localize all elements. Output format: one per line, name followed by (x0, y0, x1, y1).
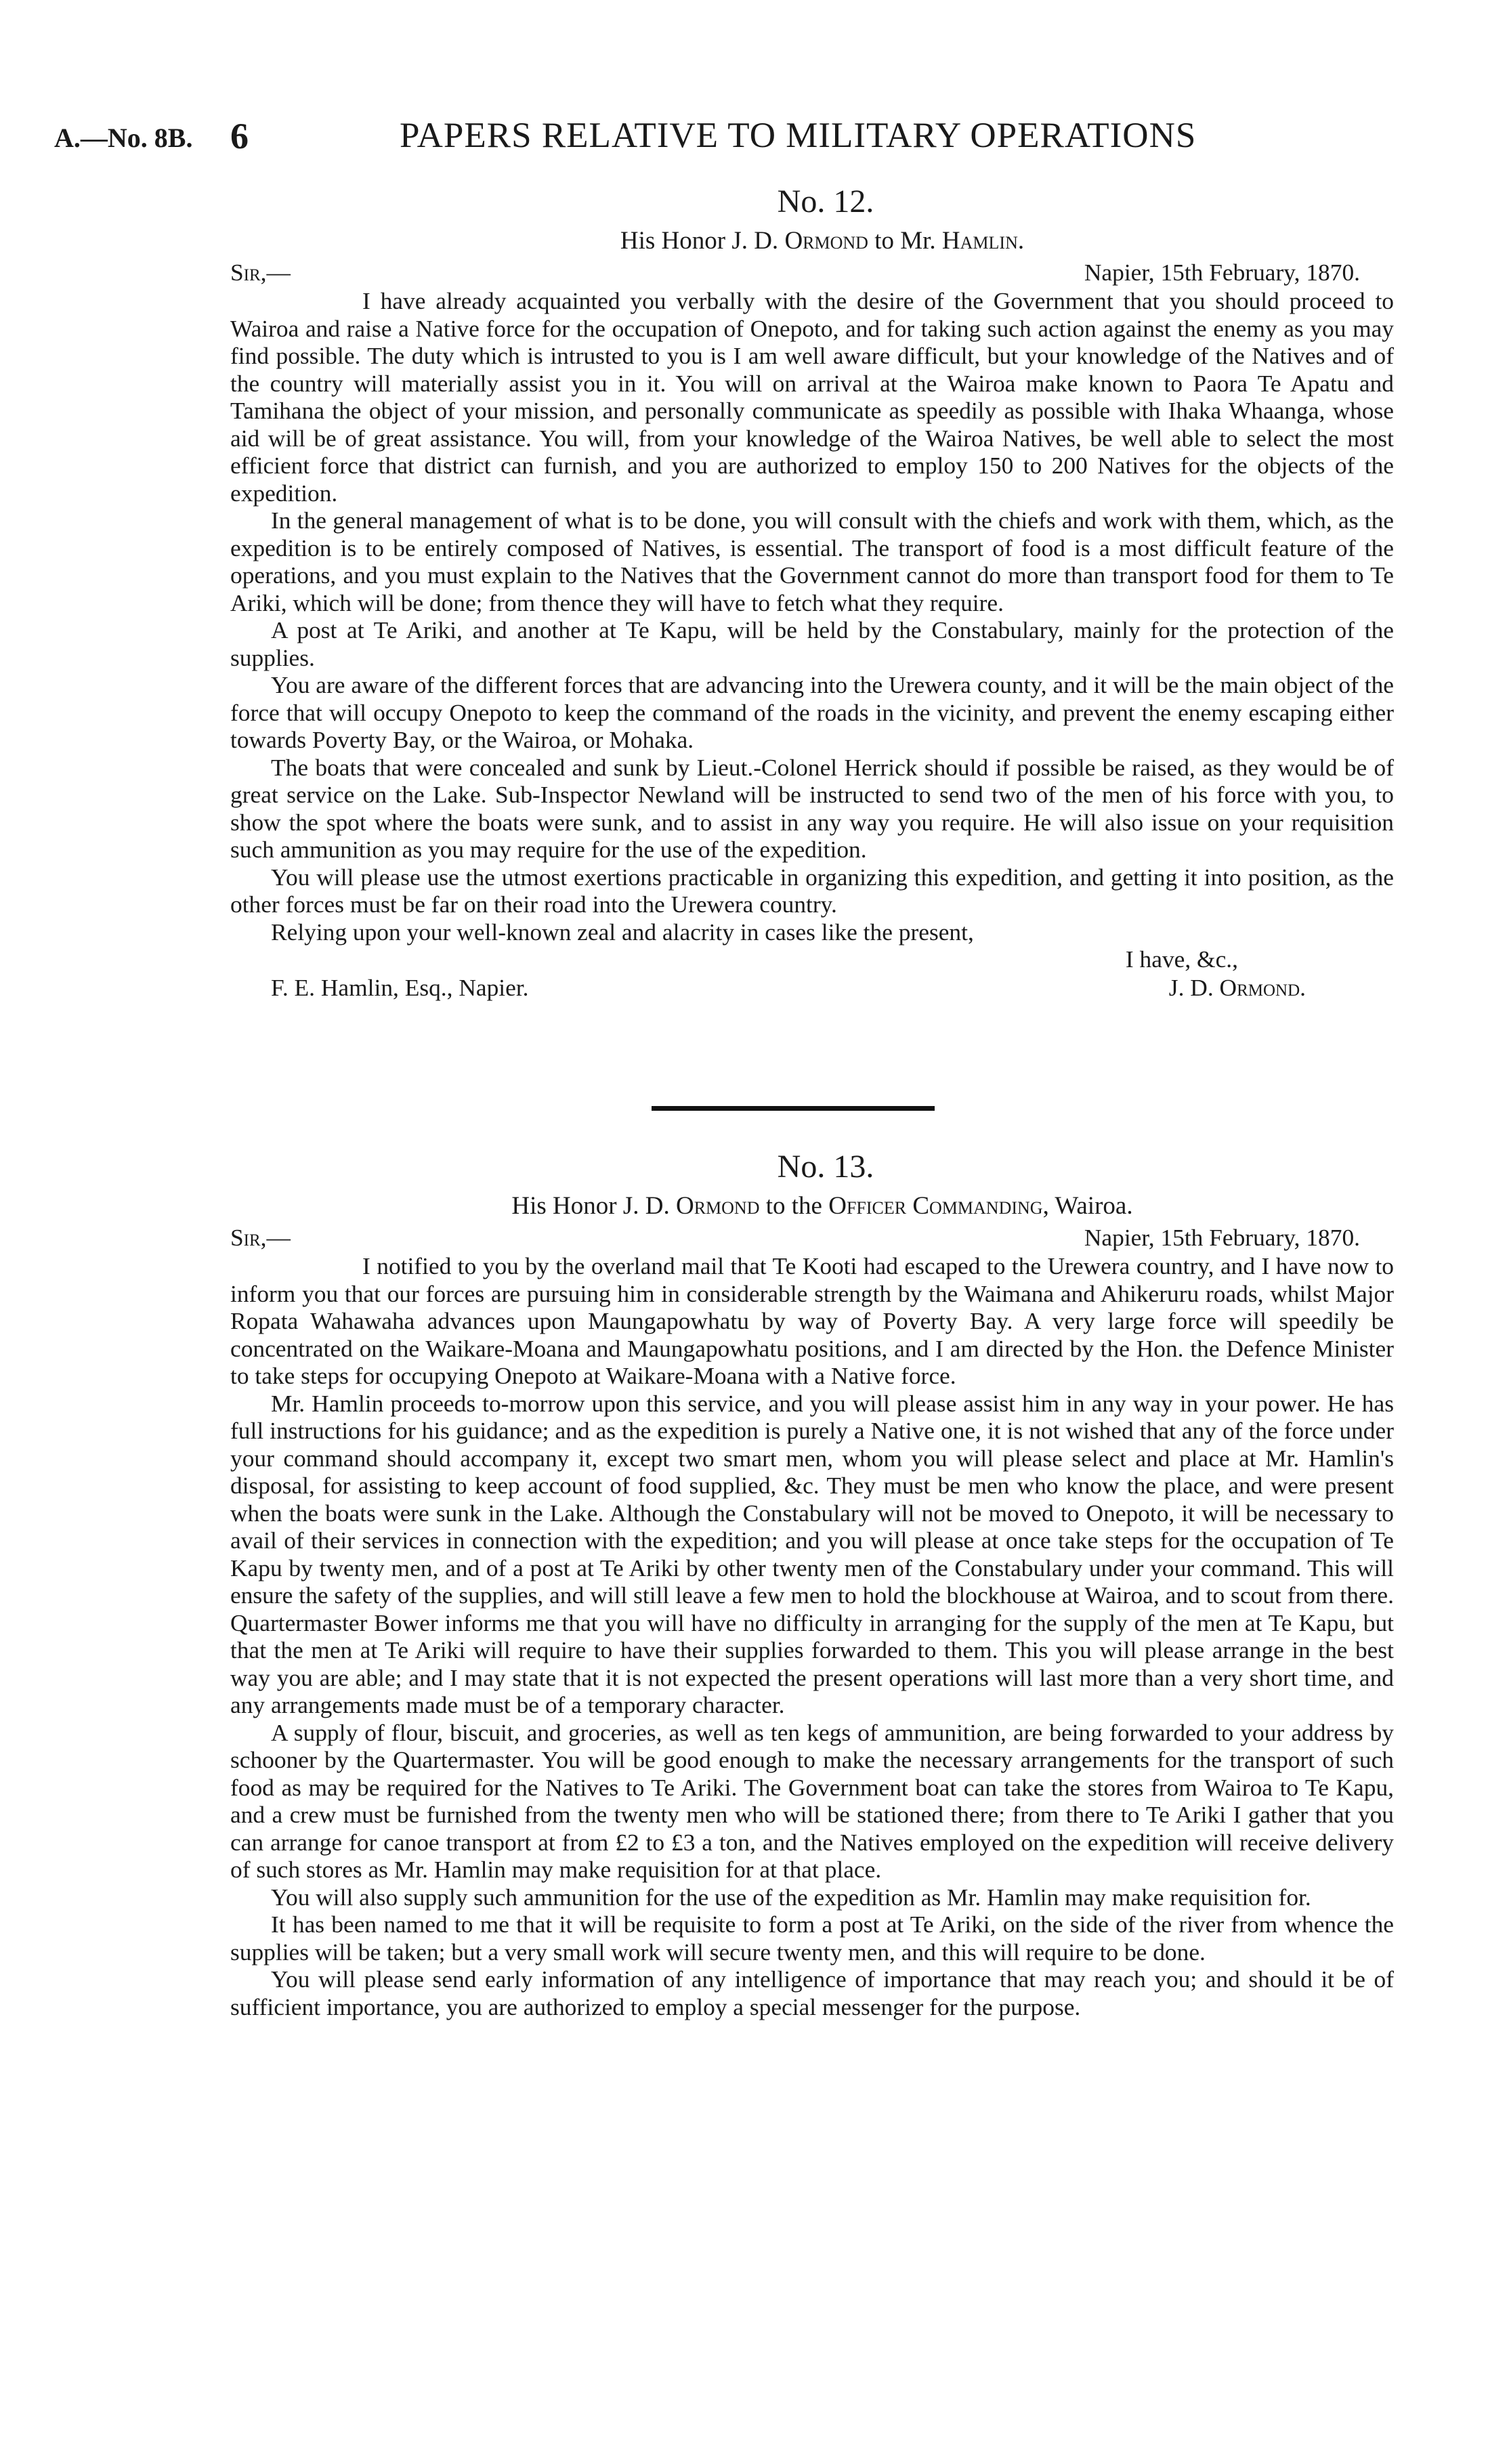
paragraph: Relying upon your well-known zeal and alacrity in cases like the present, (271, 918, 974, 946)
salutation: Sir,— (230, 1224, 291, 1251)
paragraph: You will please send early information of any intelligence of importance that may reach you; and should it be of sufficient importance, you are authorized to employ a special messenger for the purpose. (230, 1966, 1394, 2020)
running-title: PAPERS RELATIVE TO MILITARY OPERATIONS (400, 116, 1197, 155)
heading-middle: to Mr. (868, 227, 942, 255)
paragraph: You will please use the utmost exertions practicable in organizing this expedition, and getting it into position, as the other forces must be far on their road into the Urewera country. (230, 863, 1394, 918)
heading-suffix: . (1017, 227, 1025, 255)
salutation: Sir,— (230, 259, 291, 286)
letter-closing (230, 946, 1394, 1002)
addressee: F. E. Hamlin, Esq., Napier. (271, 974, 529, 1001)
paragraph: You are aware of the different forces that are advancing into the Urewera county, and it will be the main object of the force that will occupy Onepoto to keep the command of the roads in the vicinity, and prevent the enemy escaping either towards Poverty Bay, or the Wairoa, or Mohaka. (230, 671, 1394, 753)
salutation-row (230, 1224, 1394, 1252)
dateline: Napier, 15th February, 1870. (1084, 259, 1360, 286)
letter-number: No. 12. (777, 184, 874, 219)
heading-prefix: His Honor J. D. (511, 1192, 676, 1220)
heading-sender: Ormond (784, 227, 868, 255)
letter-no-13 (230, 1147, 1394, 2020)
paragraph: I have already acquainted you verbally with the desire of the Government that you should proceed to Wairoa and raise a Native force for the occupation of Onepoto, and for taking such action against the enemy as you may find possible. The duty which is intrusted to you is I am well aware difficult, but your knowledge of the Natives and of the country will materially assist you in it. You will on arrival at the Wairoa make known to Paora Te Apatu and Tamihana the object of your mission, and personally communicate as speedily as possible with Ihaka Whaanga, whose aid will be of great assistance. You will, from your knowledge of the Wairoa Natives, be well able to select the most efficient force that district can furnish, and you are authorized to employ 150 to 200 Natives for the objects of the expedition. (230, 287, 1394, 507)
heading-suffix: , Wairoa. (1042, 1192, 1133, 1220)
paragraph: A supply of flour, biscuit, and groceries, as well as ten kegs of ammunition, are being forwarded to your address by schooner by the Quartermaster. You will be good enough to make the necessary arrangements for the transport of such food as may be required for the Natives to Te Ariki. The Government boat can take the stores from Wairoa to Te Kapu, and a crew must be furnished from the twenty men who will be stationed there; from there to Te Ariki I gather that you can arrange for canoe transport at from £2 to £3 a ton, and the Natives employed on the expedition will receive delivery of such stores as Mr. Hamlin may make requisition for at that place. (230, 1718, 1394, 1883)
paragraph: The boats that were concealed and sunk by Lieut.-Colonel Herrick should if possible be raised, as they would be of great service on the Lake. Sub-Inspector Newland will be instructed to send two of the men of his force with you, to show the spot where the boats were sunk, and to assist in any way you require. He will also issue on your requisition such ammunition as you may require for the use of the expedition. (230, 753, 1394, 863)
paragraph: In the general management of what is to be done, you will consult with the chiefs and work with them, which, as the expedition is to be entirely composed of Natives, is essential. The transport of food is a most difficult feature of the operations, and you must explain to the Natives that the Government cannot do more than transport food for them to Te Ariki, which will be done; from thence they will have to fetch what they require. (230, 507, 1394, 616)
page-header (54, 115, 1327, 169)
dateline: Napier, 15th February, 1870. (1084, 1224, 1360, 1251)
signature: J. D. Ormond. (1168, 974, 1306, 1001)
heading-prefix: His Honor J. D. (620, 227, 785, 255)
page-reference: A.—No. 8B. (54, 123, 193, 153)
paragraph: I notified to you by the overland mail that Te Kooti had escaped to the Urewera country, and I have now to inform you that our forces are pursuing him in considerable strength by the Waimana and Ahikeruru roads, whilst Major Ropata Wahawaha advances upon Maungapowhatu by way of Poverty Bay. A very large force will speedily be concentrated on the Waikare-Moana and Maungapowhatu positions, and I am directed by the Hon. the Defence Minister to take steps for occupying Onepoto at Waikare-Moana with a Native force. (230, 1252, 1394, 1389)
letter-no-12 (230, 182, 1394, 1002)
paragraph: It has been named to me that it will be requisite to form a post at Te Ariki, on the side of the river from whence the supplies will be taken; but a very small work will secure twenty men, and this will require to be done. (230, 1911, 1394, 1966)
page-number: 6 (230, 116, 249, 156)
heading-recipient: Officer Commanding (828, 1192, 1043, 1220)
heading-middle: to the (759, 1192, 829, 1220)
letter-heading (251, 1190, 1394, 1223)
paragraph: Mr. Hamlin proceeds to-morrow upon this service, and you will please assist him in any way in your power. He has full instructions for his guidance; and as the expedition is purely a Native one, it is not wished that any of the force under your command should accompany it, except two smart men, whom you will please select and place at Mr. Hamlin's disposal, for assisting to keep account of food supplied, &c. They must be men who know the place, and were present when the boats were sunk in the Lake. Although the Constabulary will not be moved to Onepoto, it will be necessary to avail of their services in connection with the expedition; and you will please at once take steps for the occupation of Te Kapu by twenty men, and of a post at Te Ariki by other twenty men of the Constabulary under your command. This will ensure the safety of the supplies, and will still leave a few men to hold the blockhouse at Wairoa, and to scout from there. Quartermaster Bower informs me that you will have no difficulty in arranging for the supply of the men at Te Kapu, but that the men at Te Ariki will require to have their supplies forwarded to them. This you will please arrange in the best way you are able; and I may state that it is not expected the present operations will last more than a very short time, and any arrangements made must be of a temporary character. (230, 1389, 1394, 1718)
heading-sender: Ormond (675, 1192, 760, 1220)
paragraph: You will also supply such ammunition for the use of the expedition as Mr. Hamlin may make requisition for. (271, 1883, 1311, 1911)
salutation-row (230, 259, 1394, 287)
complimentary-close: I have, &c., (1125, 946, 1238, 973)
section-divider (652, 1106, 935, 1111)
letter-number: No. 13. (777, 1149, 874, 1185)
heading-recipient: Hamlin (941, 227, 1018, 255)
letter-heading (251, 225, 1394, 257)
paragraph: A post at Te Ariki, and another at Te Kapu, will be held by the Constabulary, mainly for the protection of the supplies. (230, 616, 1394, 671)
